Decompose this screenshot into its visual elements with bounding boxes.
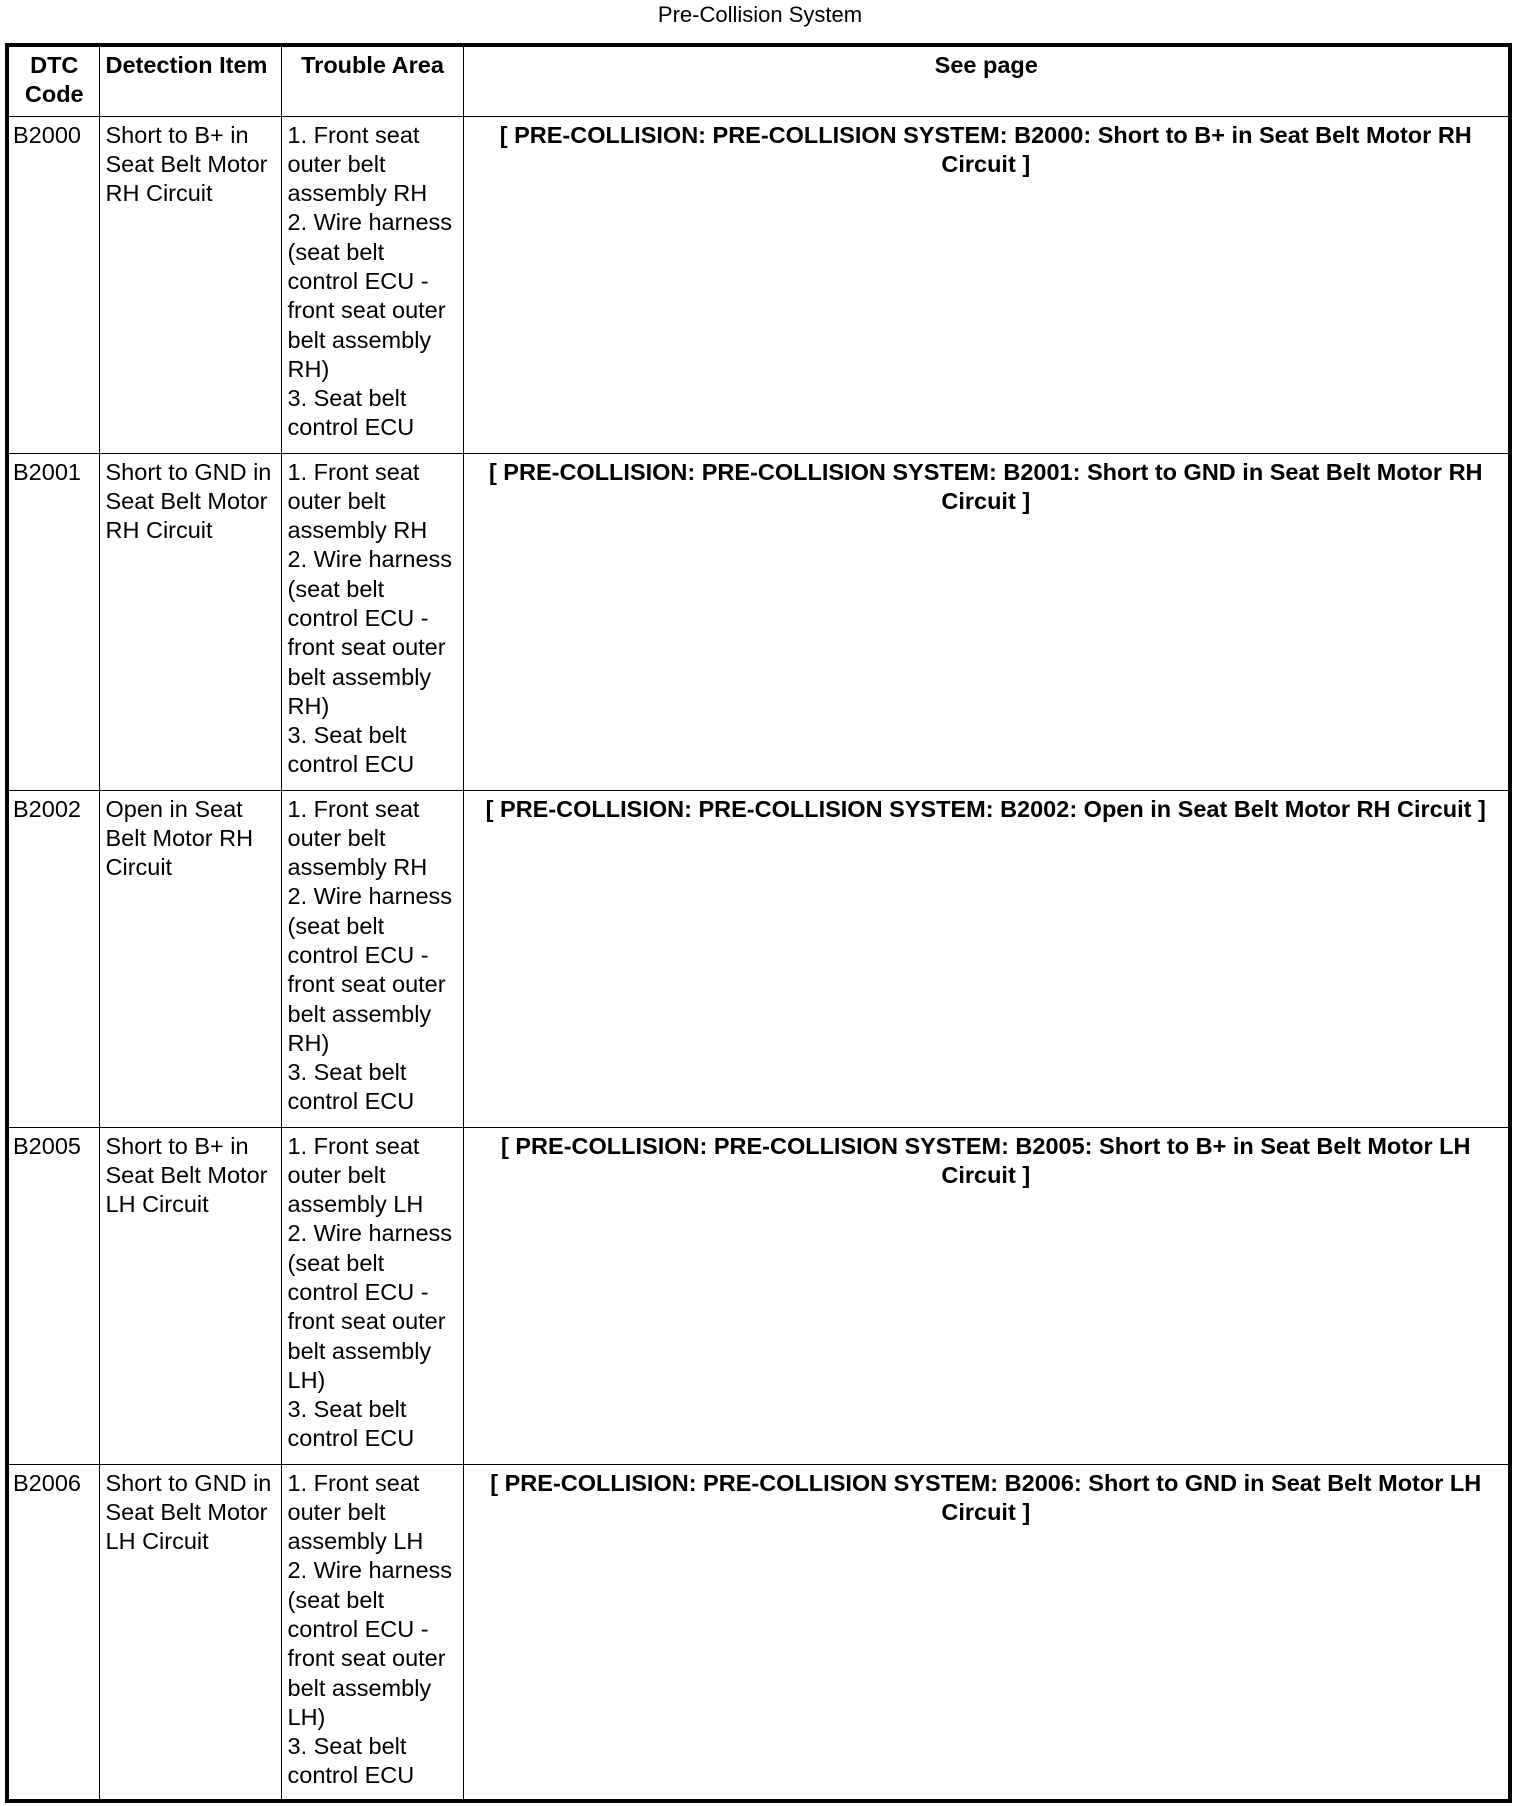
trouble-area-line: 1. Front seat outer belt assembly LH	[287, 1469, 424, 1555]
trouble-area-cell	[281, 453, 463, 790]
trouble-area-line: 3. Seat belt control ECU	[287, 385, 415, 441]
table-row	[7, 790, 1510, 1127]
trouble-area-line: 3. Seat belt control ECU	[287, 1396, 415, 1452]
trouble-area-line: 1. Front seat outer belt assembly RH	[287, 795, 428, 881]
trouble-area-cell	[281, 1127, 463, 1464]
header-dtc-code: DTC Code	[7, 45, 99, 116]
trouble-area-line: 3. Seat belt control ECU	[287, 1059, 415, 1115]
trouble-area-line: 3. Seat belt control ECU	[287, 722, 415, 778]
trouble-area-line: 1. Front seat outer belt assembly RH	[287, 458, 428, 544]
header-see-page: See page	[463, 45, 1510, 116]
see-page-link[interactable]: [ PRE-COLLISION: PRE-COLLISION SYSTEM: B2000: Short to B+ in Seat Belt Motor RH Circuit ]	[463, 116, 1510, 453]
dtc-code-cell: B2002	[7, 790, 99, 1127]
detection-item-cell: Short to B+ in Seat Belt Motor RH Circuit	[99, 116, 281, 453]
table-row	[7, 1127, 1510, 1464]
trouble-area-cell	[281, 116, 463, 453]
trouble-area-line: 2. Wire harness (seat belt control ECU - front seat outer belt assembly LH)	[287, 1220, 453, 1393]
see-page-link[interactable]: [ PRE-COLLISION: PRE-COLLISION SYSTEM: B2002: Open in Seat Belt Motor RH Circuit ]	[463, 790, 1510, 1127]
see-page-link[interactable]: [ PRE-COLLISION: PRE-COLLISION SYSTEM: B2005: Short to B+ in Seat Belt Motor LH Circuit ]	[463, 1127, 1510, 1464]
detection-item-cell: Short to GND in Seat Belt Motor RH Circuit	[99, 453, 281, 790]
dtc-table	[5, 43, 1512, 1803]
trouble-area-line: 3. Seat belt control ECU	[287, 1733, 415, 1789]
header-detection-item: Detection Item	[99, 45, 281, 116]
trouble-area-line: 1. Front seat outer belt assembly RH	[287, 121, 428, 207]
detection-item-cell: Short to GND in Seat Belt Motor LH Circuit	[99, 1464, 281, 1801]
dtc-code-cell: B2006	[7, 1464, 99, 1801]
table-row	[7, 116, 1510, 453]
page-title: Pre-Collision System	[657, 2, 863, 27]
trouble-area-line: 2. Wire harness (seat belt control ECU - front seat outer belt assembly RH)	[287, 546, 453, 719]
detection-item-cell: Short to B+ in Seat Belt Motor LH Circuit	[99, 1127, 281, 1464]
table-row	[7, 1464, 1510, 1801]
trouble-area-cell	[281, 790, 463, 1127]
detection-item-cell: Open in Seat Belt Motor RH Circuit	[99, 790, 281, 1127]
trouble-area-cell	[281, 1464, 463, 1801]
see-page-link[interactable]: [ PRE-COLLISION: PRE-COLLISION SYSTEM: B2006: Short to GND in Seat Belt Motor LH Circuit ]	[463, 1464, 1510, 1801]
table-row	[7, 453, 1510, 790]
trouble-area-line: 2. Wire harness (seat belt control ECU - front seat outer belt assembly LH)	[287, 1557, 453, 1730]
dtc-code-cell: B2001	[7, 453, 99, 790]
trouble-area-line: 2. Wire harness (seat belt control ECU - front seat outer belt assembly RH)	[287, 883, 453, 1056]
header-trouble-area: Trouble Area	[281, 45, 463, 116]
dtc-code-cell: B2005	[7, 1127, 99, 1464]
trouble-area-line: 2. Wire harness (seat belt control ECU - front seat outer belt assembly RH)	[287, 209, 453, 382]
table-header-row	[7, 45, 1510, 116]
dtc-code-cell: B2000	[7, 116, 99, 453]
see-page-link[interactable]: [ PRE-COLLISION: PRE-COLLISION SYSTEM: B2001: Short to GND in Seat Belt Motor RH Circuit ]	[463, 453, 1510, 790]
trouble-area-line: 1. Front seat outer belt assembly LH	[287, 1132, 424, 1218]
